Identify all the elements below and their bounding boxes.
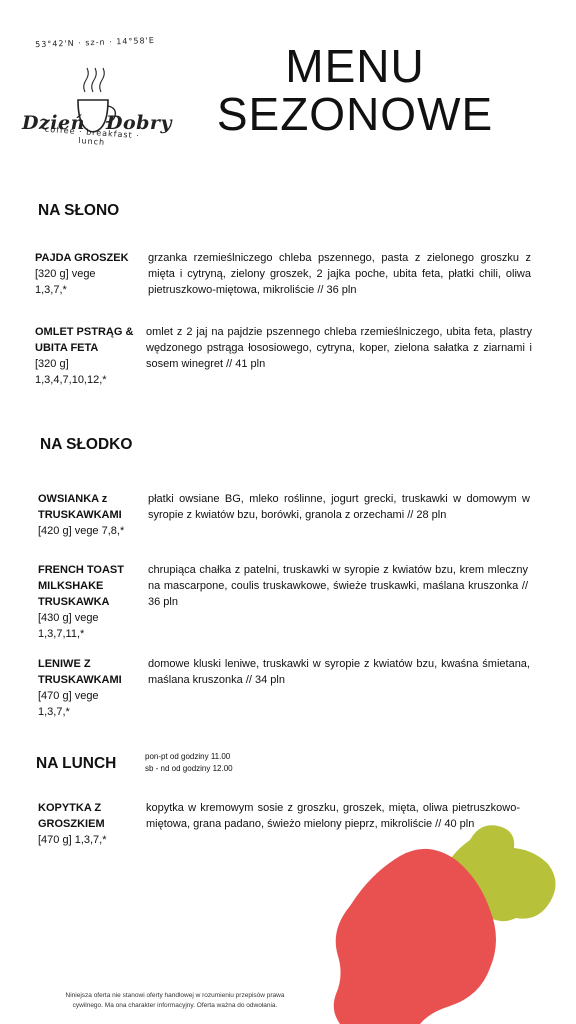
lunch-hours-weekend: sb - nd od godziny 12.00 [145, 764, 233, 773]
item-title-line: KOPYTKA Z [38, 802, 102, 814]
item-title-line: TRUSKAWKA [38, 596, 110, 608]
item-allergens: 1,3,4,7,10,12,* [35, 374, 107, 386]
item-title-line: MILKSHAKE [38, 580, 104, 592]
lunch-hours [145, 751, 233, 775]
menu-item-name [38, 491, 144, 539]
item-title-line: OWSIANKA z [38, 493, 108, 505]
item-allergens: 1,3,7,* [35, 284, 67, 296]
menu-item-description: domowe kluski leniwe, truskawki w syropie z kwiatów bzu, kwaśna śmietana, maślana kruszonka // 34 pln [148, 658, 530, 686]
menu-item-description: omlet z 2 jaj na pajdzie pszennego chleba rzemieślniczego, ubita feta, plastry wędzonego pstrąga łososiowego, cytryna, koper, zielona sałatka z ziarnami i sosem winegret // 41 pln [146, 326, 532, 370]
item-weight: [320 g] [35, 358, 69, 370]
menu-item-name [38, 800, 144, 848]
menu-item-description: grzanka rzemieślniczego chleba pszennego, pasta z zielonego groszku z mięta i cytryną, zielony groszek, 2 jajka poche, ubita feta, płatki chili, oliwa pietruszkowo-miętowa, mikroliście // 36 pln [148, 252, 531, 296]
section-heading-slono: NA SŁONO [38, 202, 120, 219]
item-title-line: LENIWE Z [38, 658, 91, 670]
cafe-logo [18, 30, 172, 160]
lunch-hours-weekdays: pon-pt od godziny 11.00 [145, 752, 231, 761]
logo-name-left: Dzień [22, 112, 85, 134]
menu-item-description: chrupiąca chałka z patelni, truskawki w syropie z kwiatów bzu, krem mleczny na mascarpone, coulis truskawkowe, świeże truskawki, maślana kruszonka // 36 pln [148, 564, 528, 608]
item-allergens: 1,3,7,* [38, 706, 70, 718]
footer-disclaimer [30, 991, 320, 1011]
item-title-line: FRENCH TOAST [38, 564, 124, 576]
section-heading-slodko: NA SŁODKO [40, 436, 133, 453]
section-heading-lunch: NA LUNCH [36, 755, 117, 772]
menu-item-description: kopytka w kremowym sosie z groszku, groszek, mięta, oliwa pietruszkowo-miętowa, grana padano, świeżo mielony pieprz, mikroliście // 40 pln [146, 802, 520, 830]
page-title [200, 42, 510, 138]
item-title-line: UBITA FETA [35, 342, 99, 354]
logo-tagline: coffee · breakfast · lunch [44, 124, 141, 147]
footer-line-1: Niniejsza oferta nie stanowi oferty handlowej w rozumieniu przepisów prawa [65, 992, 285, 999]
item-weight: [320 g] vege [35, 268, 96, 280]
title-line-1: MENU [285, 40, 425, 92]
menu-item-name [38, 656, 144, 720]
menu-item-name [35, 324, 145, 388]
logo-name-right: Dobry [106, 112, 172, 134]
decorative-blob-shapes [320, 810, 576, 1024]
logo-coordinates: 53°42'N · sz-n · 14°58'E [35, 35, 155, 50]
footer-line-2: cywilnego. Ma ona charakter informacyjny. Oferta ważna do odwołania. [72, 1002, 278, 1009]
item-weight: [430 g] vege [38, 612, 99, 624]
menu-item-description: płatki owsiane BG, mleko roślinne, jogurt grecki, truskawki w domowym w syropie z kwiatów bzu, borówki, granola z orzechami // 28 pln [148, 493, 530, 521]
menu-item-name [35, 250, 143, 298]
item-title-line: TRUSKAWKAMI [38, 674, 122, 686]
item-title-line: PAJDA GROSZEK [35, 252, 129, 264]
menu-item-name [38, 562, 144, 642]
title-line-2: SEZONOWE [216, 88, 494, 140]
item-weight: [470 g] vege [38, 690, 99, 702]
item-weight: [470 g] 1,3,7,* [38, 834, 107, 846]
item-title-line: OMLET PSTRĄG & [35, 326, 134, 338]
item-allergens: 1,3,7,11,* [38, 628, 85, 640]
item-title-line: GROSZKIEM [38, 818, 105, 830]
item-weight: [420 g] vege 7,8,* [38, 525, 125, 537]
item-title-line: TRUSKAWKAMI [38, 509, 122, 521]
